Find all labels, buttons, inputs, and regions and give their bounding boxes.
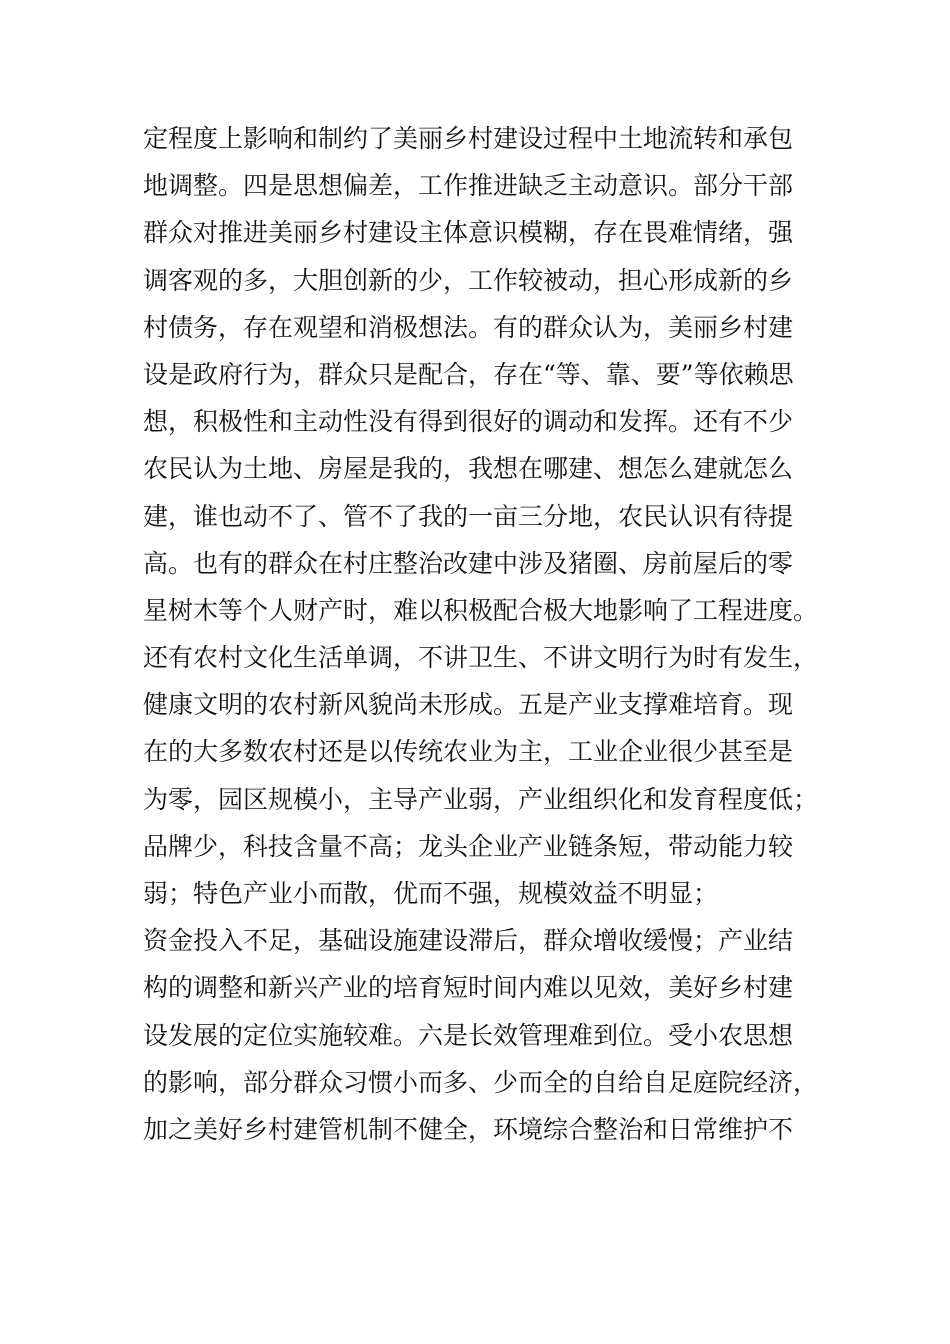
- text-line: 群众对推进美丽乡村建设主体意识模糊，存在畏难情绪，强: [143, 218, 794, 248]
- text-line: 建，谁也动不了、管不了我的一亩三分地，农民认识有待提: [143, 501, 794, 531]
- text-line: 的影响，部分群众习惯小而多、少而全的自给自足庭院经济，: [143, 1067, 819, 1097]
- text-line: 地调整。四是思想偏差，工作推进缺乏主动意识。部分干部: [143, 171, 794, 201]
- text-line: 在的大多数农村还是以传统农业为主，工业企业很少甚至是: [143, 737, 794, 767]
- text-line: 调客观的多，大胆创新的少，工作较被动，担心形成新的乡: [143, 265, 794, 295]
- text-line: 健康文明的农村新风貌尚未形成。五是产业支撑难培育。现: [143, 690, 794, 720]
- text-line: 还有农村文化生活单调，不讲卫生、不讲文明行为时有发生，: [143, 643, 819, 673]
- body-text: [143, 115, 843, 1153]
- text-line: 加之美好乡村建管机制不健全，环境综合整治和日常维护不: [143, 1114, 794, 1144]
- text-line: 设是政府行为，群众只是配合，存在“等、靠、要”等依赖思: [143, 359, 794, 389]
- text-line: 设发展的定位实施较难。六是长效管理难到位。受小农思想: [143, 1020, 794, 1050]
- text-line: 农民认为土地、房屋是我的，我想在哪建、想怎么建就怎么: [143, 454, 794, 484]
- text-line: 构的调整和新兴产业的培育短时间内难以见效，美好乡村建: [143, 973, 794, 1003]
- text-line: 弱；特色产业小而散，优而不强，规模效益不明显；: [143, 879, 719, 908]
- text-line: 资金投入不足，基础设施建设滞后，群众增收缓慢；产业结: [143, 926, 794, 956]
- text-line: 高。也有的群众在村庄整治改建中涉及猪圈、房前屋后的零: [143, 548, 794, 578]
- text-line: 星树木等个人财产时，难以积极配合极大地影响了工程进度。: [143, 595, 819, 625]
- text-line: 村债务，存在观望和消极想法。有的群众认为，美丽乡村建: [143, 312, 794, 342]
- text-line: 想，积极性和主动性没有得到很好的调动和发挥。还有不少: [143, 407, 794, 437]
- text-line: 定程度上影响和制约了美丽乡村建设过程中土地流转和承包: [143, 124, 794, 153]
- text-line: 为零，园区规模小，主导产业弱，产业组织化和发育程度低；: [143, 784, 819, 814]
- text-line: 品牌少，科技含量不高；龙头企业产业链条短，带动能力较: [143, 831, 794, 861]
